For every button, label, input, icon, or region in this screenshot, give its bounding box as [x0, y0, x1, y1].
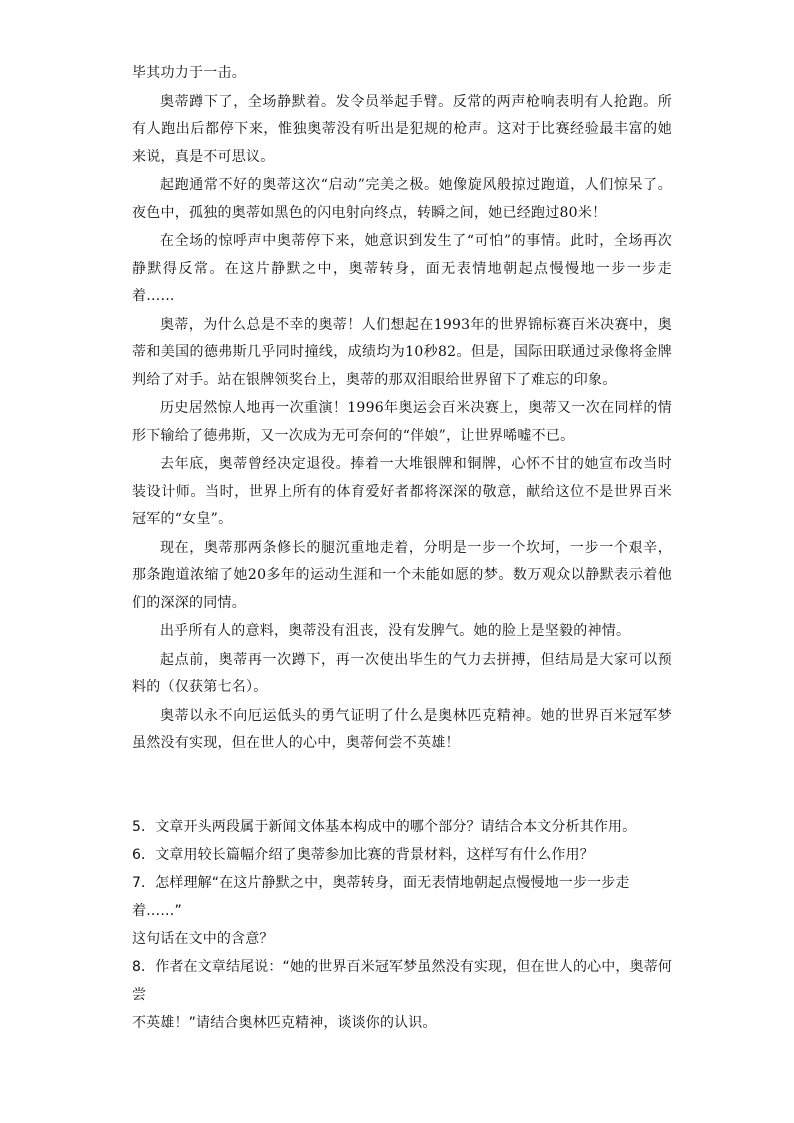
article-paragraph: 起跑通常不好的奥蒂这次“启动”完美之极。她像旋风般掠过跑道，人们惊呆了。夜色中，孤独的奥蒂如黑色的闪电射向终点，转瞬之间，她已经跑过80米！: [132, 177, 672, 221]
article-paragraph: 去年底，奥蒂曾经决定退役。捧着一大堆银牌和铜牌，心怀不甘的她宣布改当时装设计师。当时，世界上所有的体育爱好者都将深深的敬意，献给这位不是世界百米冠军的“女皇”。: [132, 456, 672, 527]
article-body: [132, 60, 672, 758]
question-item: 8．作者在文章结尾说：“她的世界百米冠军梦虽然没有实现，但在世人的心中，奥蒂何尝: [132, 959, 673, 1003]
article-paragraph: 现在，奥蒂那两条修长的腿沉重地走着，分明是一步一个坎坷，一步一个艰辛，那条跑道浓缩了她20多年的运动生涯和一个未能如愿的梦。数万观众以静默表示着他们的深深的同情。: [132, 539, 672, 611]
question-item: 5．文章开头两段属于新闻文体基本构成中的哪个部分？请结合本文分析其作用。: [132, 819, 637, 835]
question-item: 不英雄！”请结合奥林匹克精神，谈谈你的认识。: [132, 1015, 437, 1031]
article-paragraph: 奥蒂蹲下了，全场静默着。发令员举起手臂。反常的两声枪响表明有人抢跑。所有人跑出后都停下来，惟独奥蒂没有听出是犯规的枪声。这对于比赛经验最丰富的她来说，真是不可思议。: [132, 93, 672, 165]
question-item: 7．怎样理解“在这片静默之中，奥蒂转身，面无表情地朝起点慢慢地一步一步走着……”: [132, 875, 630, 919]
article-paragraph: 在全场的惊呼声中奥蒂停下来，她意识到发生了“可怕”的事情。此时，全场再次静默得反常。在这片静默之中，奥蒂转身，面无表情地朝起点慢慢地一步一步走着……: [132, 233, 672, 304]
article-paragraph: 毕其功力于一击。: [132, 65, 246, 81]
question-item: 这句话在文中的含意？: [132, 931, 274, 947]
article-paragraph: 出乎所有人的意料，奥蒂没有沮丧，没有发脾气。她的脸上是坚毅的神情。: [160, 623, 631, 639]
article-paragraph: 历史居然惊人地再一次重演！1996年奥运会百米决赛上，奥蒂又一次在同样的情形下输给了德弗斯，又一次成为无可奈何的“伴娘”，让世界唏嘘不已。: [132, 400, 672, 444]
article-paragraph: 起点前，奥蒂再一次蹲下，再一次使出毕生的气力去拼搏，但结局是大家可以预料的（仅获第七名）。: [132, 651, 672, 695]
article-paragraph: 奥蒂以永不向厄运低头的勇气证明了什么是奥林匹克精神。她的世界百米冠军梦虽然没有实现，但在世人的心中，奥蒂何尝不英雄！: [132, 707, 672, 751]
article-paragraph: 奥蒂，为什么总是不幸的奥蒂！人们想起在1993年的世界锦标赛百米决赛中，奥蒂和美国的德弗斯几乎同时撞线，成绩均为10秒82。但是，国际田联通过录像将金牌判给了对手。站在银牌领奖台上，奥蒂的那双泪眼给世界留下了难忘的印象。: [132, 316, 672, 388]
question-list: [132, 813, 672, 1037]
question-item: 6．文章用较长篇幅介绍了奥蒂参加比赛的背景材料，这样写有什么作用？: [132, 847, 594, 863]
